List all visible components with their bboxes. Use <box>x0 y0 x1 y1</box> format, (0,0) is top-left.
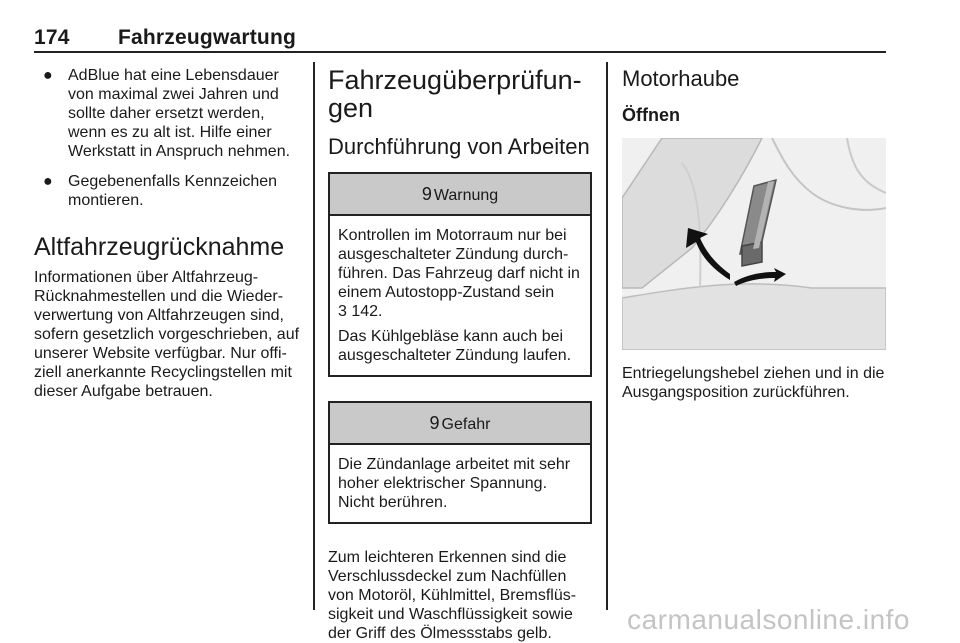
danger-box <box>328 401 592 524</box>
page-ref-icon: 3 <box>338 303 347 320</box>
danger-title: Gefahr <box>441 416 491 433</box>
column-divider-1 <box>313 62 315 610</box>
danger-body <box>330 445 590 522</box>
bullet-dot-icon: ● <box>43 67 53 84</box>
warning-icon: 9 <box>421 184 432 204</box>
bullet-item <box>34 66 302 161</box>
header-rule <box>34 51 886 53</box>
column-3 <box>622 66 888 402</box>
column-1 <box>34 66 302 401</box>
warning-text <box>338 226 582 321</box>
section-heading: Fahrzeugüberprüfun-gen <box>328 65 582 123</box>
bullet-item <box>34 172 302 210</box>
warning-header <box>330 174 590 216</box>
figure-caption: Entriegelungshebel ziehen und in die Ausgangsposition zurückführen. <box>622 365 885 401</box>
warning-title: Warnung <box>433 187 499 204</box>
column-2 <box>328 66 592 643</box>
hood-release-lever-icon <box>622 138 886 350</box>
page-reference-link[interactable]: 142. <box>351 303 383 320</box>
page-number: 174 <box>34 26 70 49</box>
watermark: carmanualsonline.info <box>627 604 910 635</box>
bullet-text: AdBlue hat eine Lebensdauer von maximal zwei Jahren und sollte daher ersetzt werden, wenn es zu alt ist. Hilfe einer Werkstatt in Anspruch nehmen. <box>68 67 291 160</box>
danger-icon: 9 <box>429 413 440 433</box>
bullet-text: Gegebenenfalls Kennzeichen montieren. <box>68 173 278 209</box>
page-header <box>34 26 296 50</box>
danger-text: Die Zündanlage arbeitet mit sehr hoher elektrischer Spannung. Nicht berühren. <box>338 456 571 511</box>
body-paragraph: Informationen über Altfahrzeug-Rücknahmestellen und die Wieder-verwertung von Altfahrzeugen sind, sofern gesetzlich vorgeschrieben, auf unserer Website verfügbar. Nur offi-ziell anerkannte Recyclingstellen mit dieser Aufgabe betrauen. <box>34 269 300 400</box>
subsection-heading: Öffnen <box>622 105 680 125</box>
subsection-heading: Durchführung von Arbeiten <box>328 134 590 159</box>
section-title: Fahrzeugwartung <box>118 26 297 49</box>
section-heading: Altfahrzeugrücknahme <box>34 233 285 261</box>
bullet-dot-icon: ● <box>43 173 53 190</box>
warning-body <box>330 216 590 375</box>
column-divider-2 <box>606 62 608 610</box>
body-paragraph: Zum leichteren Erkennen sind die Verschlussdeckel zum Nachfüllen von Motoröl, Kühlmittel, Bremsflüs-sigkeit und Waschflüssigkeit sowie der Griff des Ölmessstabs gelb. <box>328 549 577 642</box>
warning-text-2: Das Kühlgebläse kann auch bei ausgeschalteter Zündung laufen. <box>338 328 572 364</box>
warning-box <box>328 172 592 377</box>
danger-header <box>330 403 590 445</box>
section-heading: Motorhaube <box>622 66 740 91</box>
hood-release-illustration <box>622 138 886 350</box>
warning-text-main: Kontrollen im Motorraum nur bei ausgeschalteter Zündung durch-führen. Das Fahrzeug darf nicht in einem Autostopp-Zustand sein <box>338 227 580 301</box>
